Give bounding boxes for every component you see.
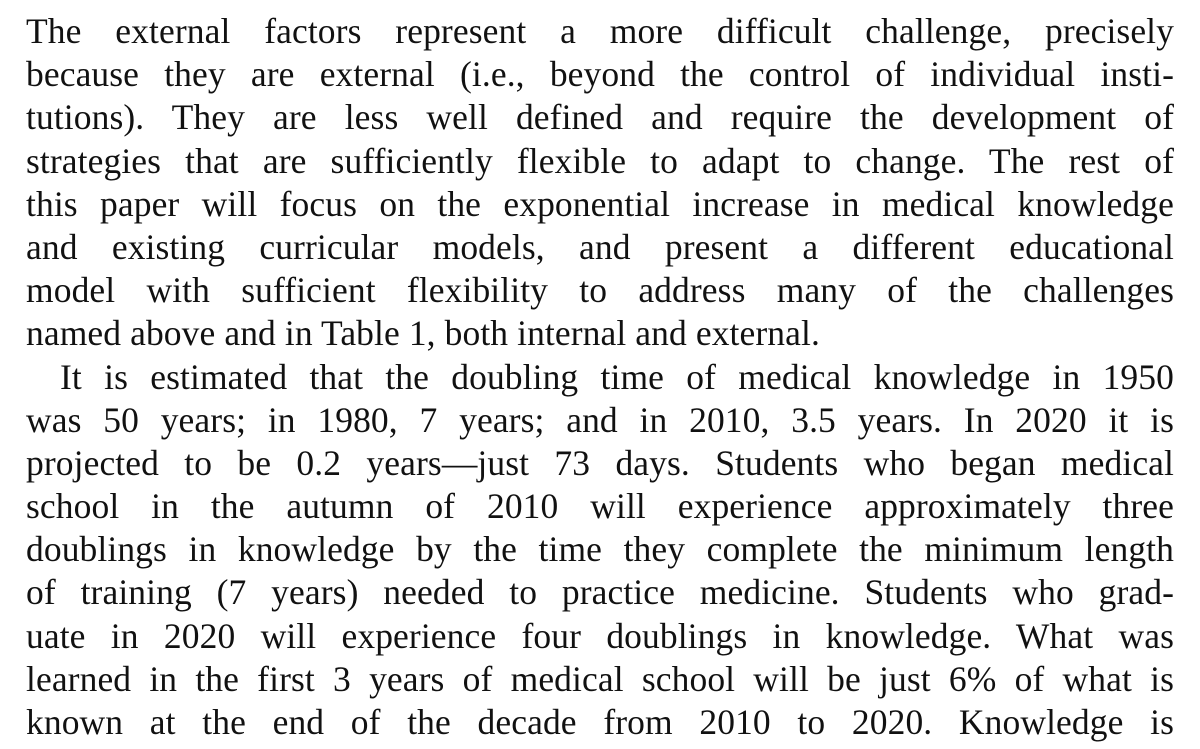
text-line: doublings in knowledge by the time they complete the minimum length [26,529,1174,570]
text-line: was 50 years; in 1980, 7 years; and in 2010, 3.5 years. In 2020 it is [26,399,1174,440]
text-line: It is estimated that the doubling time of medical knowledge in 1950 [60,356,1174,397]
text-line: model with sufficient flexibility to address many of the challenges [26,270,1174,311]
text-line: uate in 2020 will experience four doublings in knowledge. What was [26,615,1174,656]
text-line: school in the autumn of 2010 will experience approximately three [26,486,1174,527]
text-line: tutions). They are less well defined and require the development of [26,97,1174,138]
text-line: and existing curricular models, and present a different educational [26,226,1174,267]
text-line: because they are external (i.e., beyond the control of individual insti- [26,54,1174,95]
text-line: strategies that are sufficiently flexible to adapt to change. The rest of [26,140,1174,181]
text-line: this paper will focus on the exponential increase in medical knowledge [26,183,1174,224]
text-line: The external factors represent a more difficult challenge, precisely [26,11,1174,51]
text-line: of training (7 years) needed to practice medicine. Students who grad- [26,572,1174,613]
text-line: projected to be 0.2 years—just 73 days. Students who began medical [26,442,1174,483]
text-line: named above and in Table 1, both internal and external. [26,313,820,354]
body-text [26,10,1174,744]
text-line: learned in the first 3 years of medical school will be just 6% of what is [26,658,1174,699]
text-line: known at the end of the decade from 2010 to 2020. Knowledge is [26,702,1174,742]
